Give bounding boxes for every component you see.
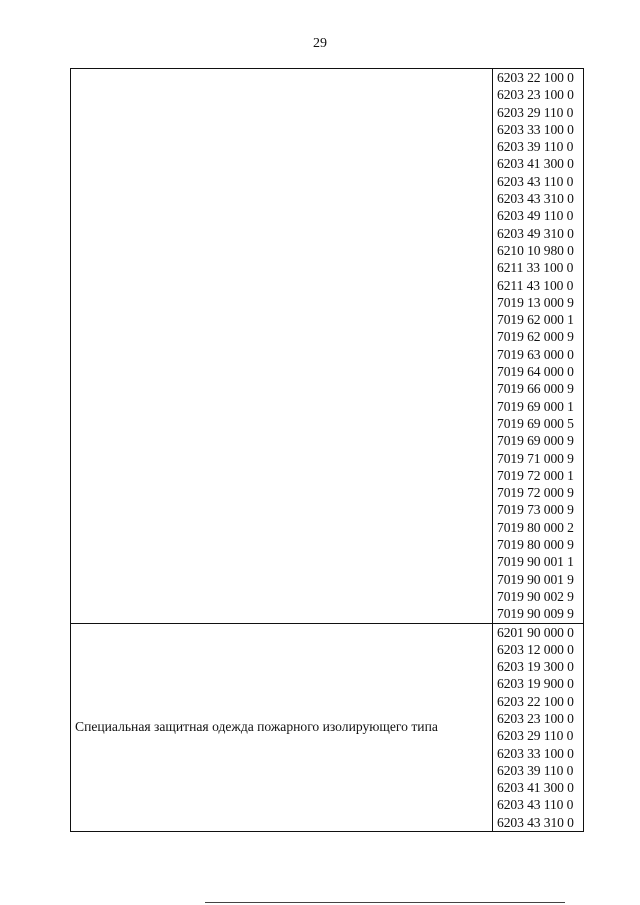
tnved-code: 7019 69 000 9 — [497, 433, 574, 449]
tnved-code: 7019 62 000 9 — [497, 329, 574, 345]
tnved-code: 6201 90 000 0 — [497, 624, 574, 640]
tnved-code: 6203 49 110 0 — [497, 208, 574, 224]
tnved-code: 6203 43 110 0 — [497, 797, 574, 813]
tnved-code: 6203 49 310 0 — [497, 225, 574, 241]
tnved-code: 7019 80 000 9 — [497, 537, 574, 553]
tnved-code: 7019 62 000 1 — [497, 312, 574, 328]
tnved-code: 6210 10 980 0 — [497, 242, 574, 258]
table-row — [71, 623, 584, 832]
codes-cell — [493, 69, 584, 624]
tnved-code: 6211 33 100 0 — [497, 260, 574, 276]
tnved-code: 6203 33 100 0 — [497, 121, 574, 137]
tnved-code: 7019 72 000 1 — [497, 467, 574, 483]
tnved-code: 7019 90 001 1 — [497, 554, 574, 570]
tnved-code: 7019 63 000 0 — [497, 346, 574, 362]
tnved-code: 7019 80 000 2 — [497, 519, 574, 535]
tnved-code: 6203 29 110 0 — [497, 728, 574, 744]
tnved-code: 6203 41 300 0 — [497, 780, 574, 796]
tnved-code: 7019 90 001 9 — [497, 571, 574, 587]
tnved-code: 7019 64 000 0 — [497, 364, 574, 380]
tnved-code: 7019 90 002 9 — [497, 588, 574, 604]
tnved-code: 6203 22 100 0 — [497, 693, 574, 709]
scan-artifact-line — [205, 902, 565, 903]
table-row — [71, 69, 584, 624]
tnved-code: 6203 43 310 0 — [497, 191, 574, 207]
tnved-code: 6203 41 300 0 — [497, 156, 574, 172]
tnved-code: 7019 69 000 5 — [497, 415, 574, 431]
tnved-code: 7019 73 000 9 — [497, 502, 574, 518]
tnved-code: 6203 19 900 0 — [497, 676, 574, 692]
tnved-code: 6211 43 100 0 — [497, 277, 574, 293]
tnved-code: 7019 72 000 9 — [497, 485, 574, 501]
tnved-code: 7019 69 000 1 — [497, 398, 574, 414]
tnved-code: 6203 19 300 0 — [497, 659, 574, 675]
tnved-code: 6203 23 100 0 — [497, 710, 574, 726]
product-description: Специальная защитная одежда пожарного изолирующего типа — [75, 719, 438, 735]
tnved-code: 6203 33 100 0 — [497, 745, 574, 761]
tnved-code: 7019 66 000 9 — [497, 381, 574, 397]
tnved-code: 6203 23 100 0 — [497, 87, 574, 103]
product-codes-table — [70, 68, 584, 832]
page-number: 29 — [313, 36, 327, 51]
tnved-code: 6203 29 110 0 — [497, 104, 574, 120]
tnved-code: 6203 39 110 0 — [497, 762, 574, 778]
codes-cell — [493, 623, 584, 832]
description-cell — [71, 69, 493, 624]
tnved-code: 7019 13 000 9 — [497, 294, 574, 310]
tnved-code: 6203 22 100 0 — [497, 70, 574, 85]
tnved-code: 7019 90 009 9 — [497, 606, 574, 622]
tnved-code: 6203 39 110 0 — [497, 139, 574, 155]
description-cell — [71, 623, 493, 832]
tnved-code: 6203 12 000 0 — [497, 641, 574, 657]
tnved-code: 6203 43 310 0 — [497, 814, 574, 830]
tnved-code: 6203 43 110 0 — [497, 173, 574, 189]
tnved-code: 7019 71 000 9 — [497, 450, 574, 466]
